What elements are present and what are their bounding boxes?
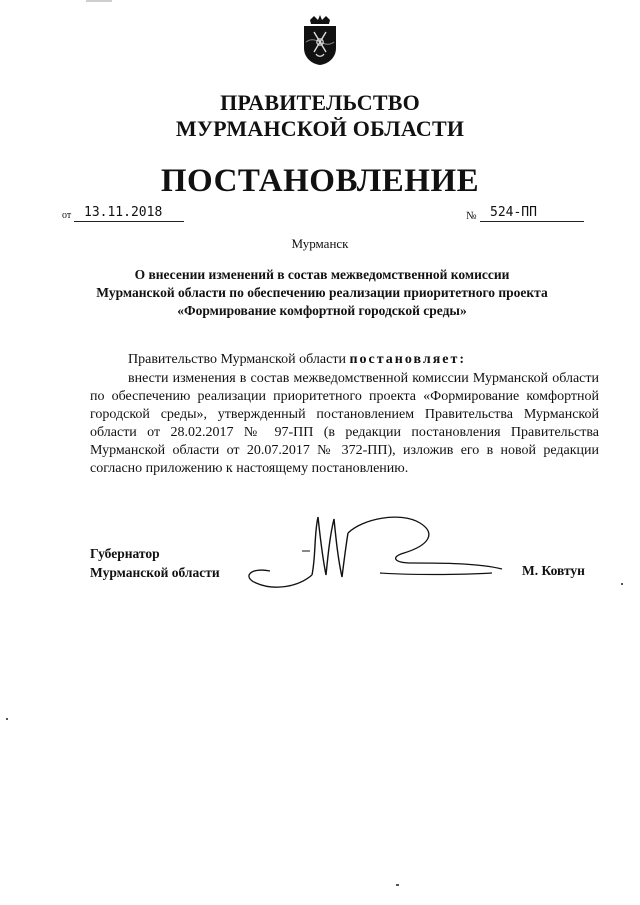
- document-date: 13.11.2018: [74, 205, 184, 222]
- date-prefix: от: [62, 210, 72, 221]
- coat-of-arms-icon: [300, 14, 340, 66]
- lead-text: Правительство Мурманской области: [128, 352, 346, 367]
- number-prefix: №: [466, 210, 477, 222]
- signatory-name: М. Ковтун: [522, 563, 585, 578]
- scan-speck: [621, 583, 623, 585]
- lead-sentence: [128, 352, 466, 368]
- document-subject: О внесении изменений в состав межведомственной комиссии Мурманской области по обеспечению реализации приоритетного проекта «Формирование комфортной городской среды»: [96, 267, 548, 318]
- lead-verb: постановляет:: [349, 352, 467, 367]
- government-title-line1: ПРАВИТЕЛЬСТВО: [220, 90, 420, 115]
- scan-speck: [396, 884, 399, 886]
- city-label: Мурманск: [291, 236, 349, 251]
- document-type-title: ПОСТАНОВЛЕНИЕ: [160, 163, 480, 199]
- resolution-paragraph: внести изменения в состав межведомственной комиссии Мурманской области по обеспечению реализации приоритетного проекта «Формирование комфортной городской среды», утвержденный постановлением Правительства Мурманской области от 28.02.2017 № 97-ПП (в редакции постановления Правительства Мурманской области от 20.07.2017 № 372-ПП), изложив его в новой редакции согласно приложению к настоящему постановлению.: [90, 371, 599, 476]
- document-number: 524-ПП: [480, 205, 584, 222]
- signatory-position-line1: Губернатор: [90, 546, 160, 561]
- scan-speck: [6, 718, 8, 720]
- signatory-position-line2: Мурманской области: [90, 565, 220, 580]
- scan-mark: [86, 0, 112, 2]
- signatory-position: [90, 544, 220, 582]
- handwritten-signature: [230, 505, 530, 595]
- government-title-line2: МУРМАНСКОЙ ОБЛАСТИ: [175, 116, 465, 141]
